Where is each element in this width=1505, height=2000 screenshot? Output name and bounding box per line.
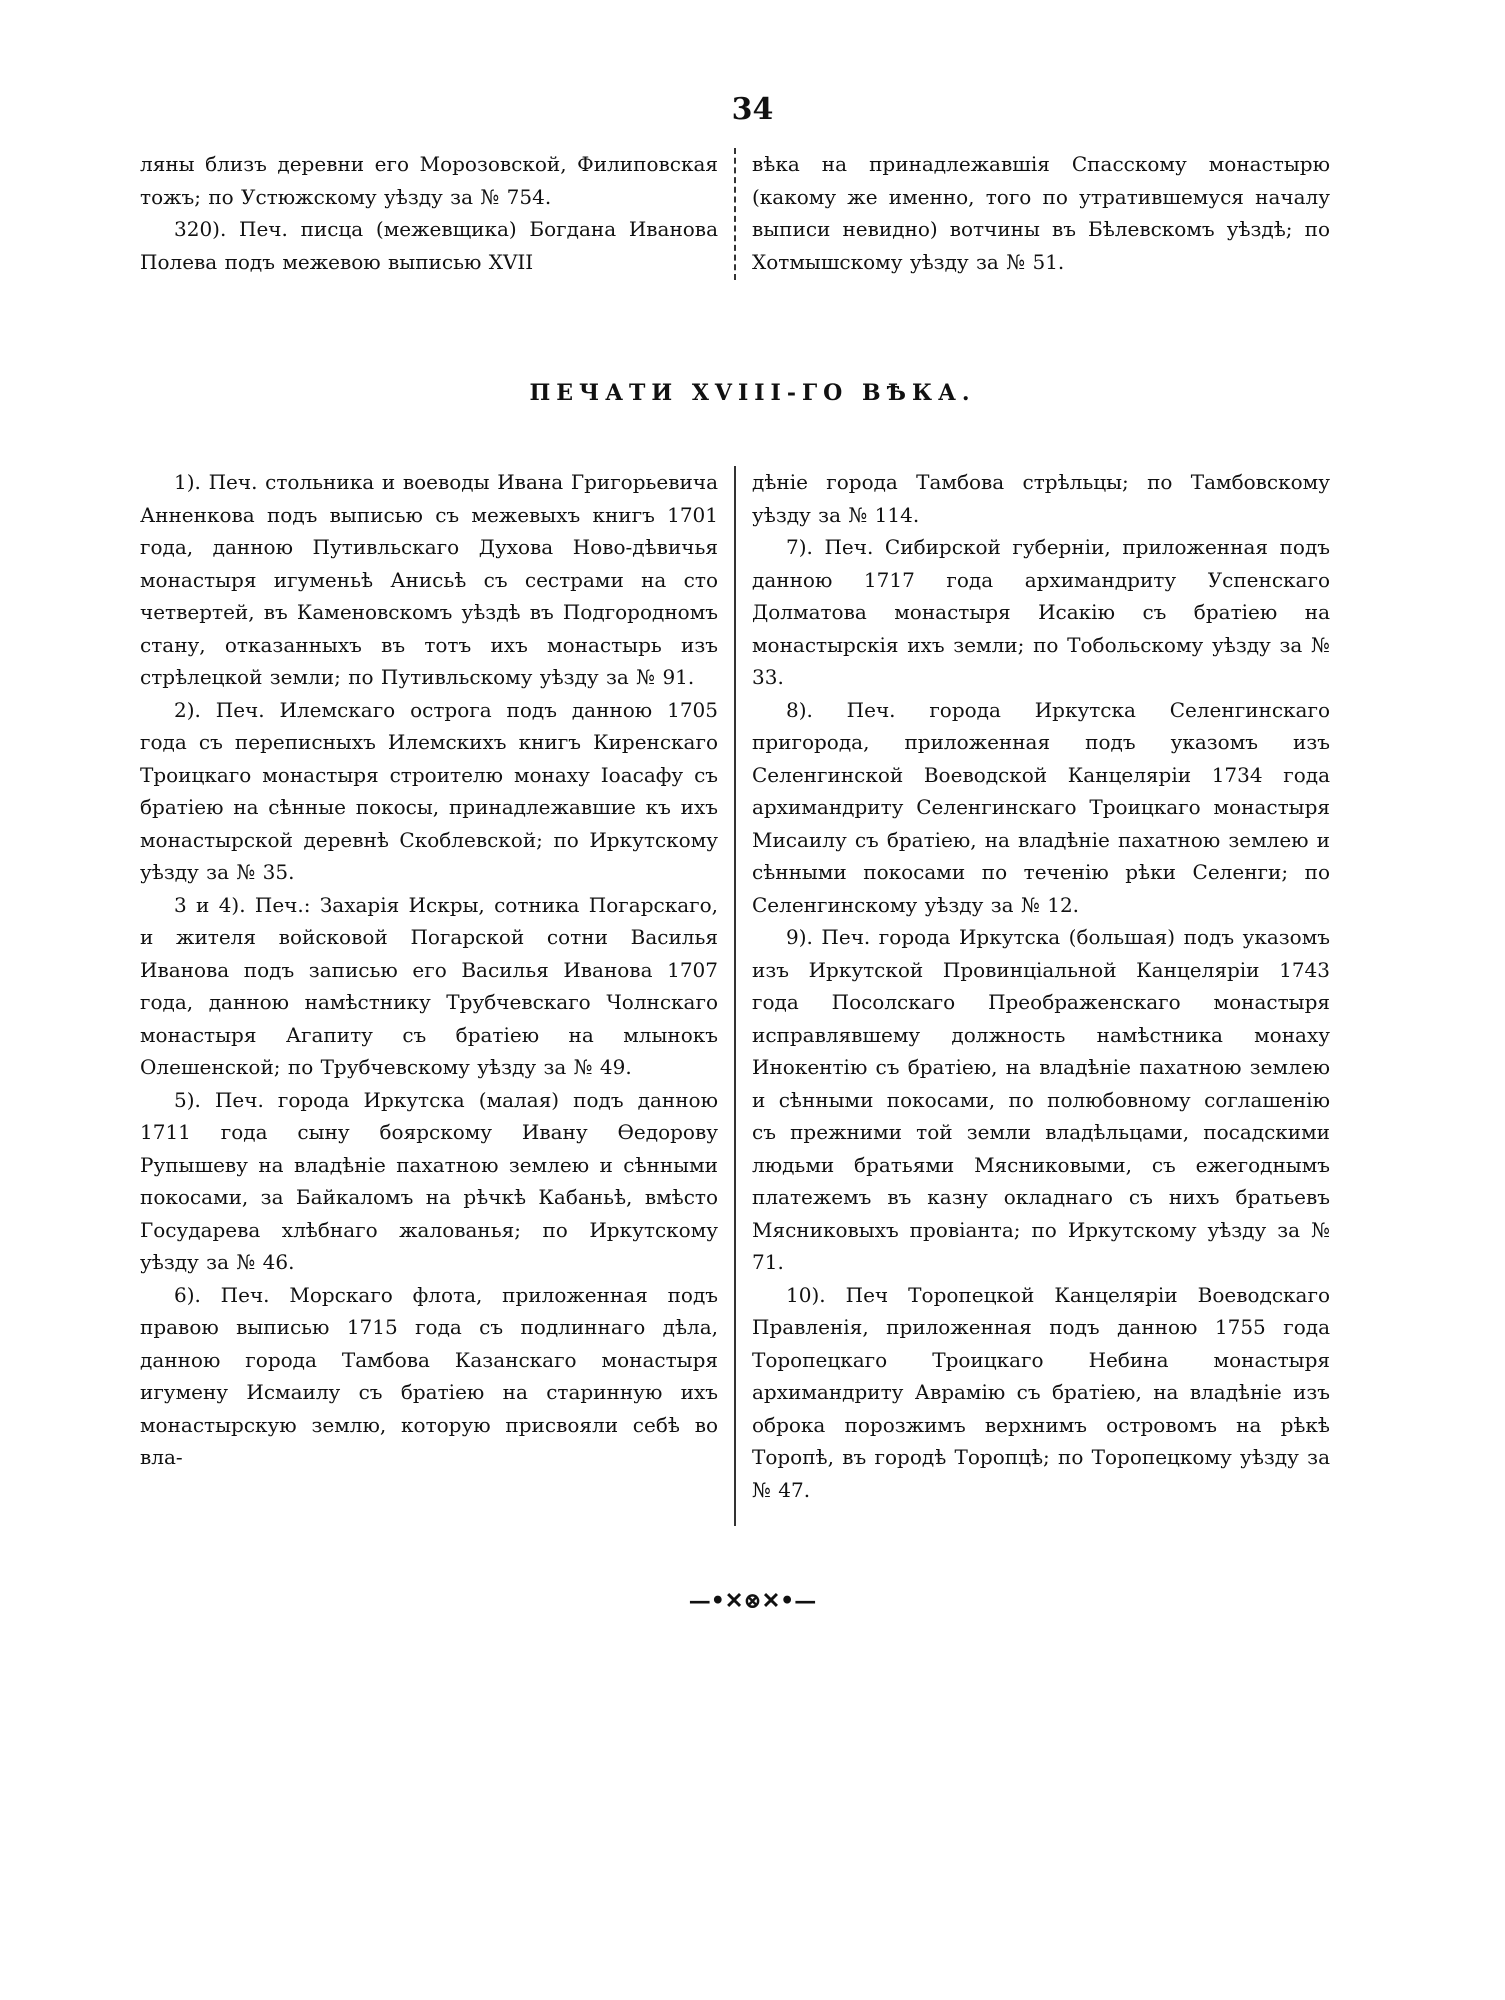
main-right-column xyxy=(752,466,1330,1506)
entry-paragraph: ляны близъ деревни его Морозовской, Филиповская тожъ; по Устюжскому уѣзду за № 754. xyxy=(140,152,718,209)
entry-paragraph: 1). Печ. стольника и воеводы Ивана Григорьевича Анненкова подъ выписью съ межевыхъ книгъ 1701 года, данною Путивльскаго Духова Ново-дѣвичья монастыря игуменьѣ Анисьѣ съ сестрами на сто четвертей, въ Каменовскомъ уѣздѣ въ Подгородномъ стану, отказанныхъ въ тотъ ихъ монастырь изъ стрѣлецкой земли; по Путивльскому уѣзду за № 91. xyxy=(140,470,718,689)
entry-paragraph: 8). Печ. города Иркутска Селенгинскаго пригорода, приложенная подъ указомъ изъ Селенгинской Воеводской Канцеляріи 1734 года архимандриту Селенгинскаго Троицкаго монастыря Мисаилу съ братіею, на владѣніе пахатною землею и сѣнными покосами по теченію рѣки Селенги; по Селенгинскому уѣзду за № 12. xyxy=(752,697,1330,917)
main-left-column xyxy=(140,466,718,1474)
entry-paragraph: 320). Печ. писца (межевщика) Богдана Иванова Полева подъ межевою выписью XVII xyxy=(140,217,718,274)
top-right-column xyxy=(752,148,1330,278)
entry-paragraph: 10). Печ Торопецкой Канцеляріи Воеводскаго Правленія, приложенная подъ данною 1755 года Торопецкаго Троицкаго Небина монастыря архимандриту Аврамію съ братіею, на владѣніе изъ оброка порозжимъ верхнимъ островомъ на рѣкѣ Торопѣ, въ городѣ Торопцѣ; по Торопецкому уѣзду за № 47. xyxy=(752,1282,1330,1502)
entry-paragraph: 6). Печ. Морскаго флота, приложенная подъ правою выписью 1715 года съ подлиннаго дѣла, данною города Тамбова Казанскаго монастыря игумену Исмаилу съ братіею на старинную ихъ монастырскую землю, которую присвояли себѣ во вла- xyxy=(140,1282,718,1469)
entry-paragraph: 9). Печ. города Иркутска (большая) подъ указомъ изъ Иркутской Провинціальной Канцеляріи 1743 года Посолскаго Преображенскаго монастыря исправлявшему должность намѣстника монаху Инокентію съ братіею, на владѣніе пахатною землею и сѣнными покосами, по полюбовному соглашенію съ прежними той земли владѣльцами, посадскими людьми братьями Мясниковыми, съ ежегоднымъ платежемъ въ казну окладнаго съ нихъ братьевъ Мясниковыхъ провіанта; по Иркутскому уѣзду за № 71. xyxy=(752,925,1330,1274)
column-divider xyxy=(734,466,736,1526)
entry-paragraph: 7). Печ. Сибирской губерніи, приложенная подъ данною 1717 года архимандриту Успенскаго Долматова монастыря Исакію съ братіею на монастырскія ихъ земли; по Тобольскому уѣзду за № 33. xyxy=(752,535,1330,689)
column-divider xyxy=(734,148,736,280)
page-number: 34 xyxy=(731,92,774,127)
entry-paragraph: 2). Печ. Илемскаго острога подъ данною 1705 года съ переписныхъ Илемскихъ книгъ Киренскаго Троицкаго монастыря строителю монаху Іоасафу съ братіею на сѣнные покосы, принадлежавшие къ ихъ монастырской деревнѣ Скоблевской; по Иркутскому уѣзду за № 35. xyxy=(140,697,718,884)
top-left-column xyxy=(140,148,718,278)
entry-paragraph: 3 и 4). Печ.: Захарія Искры, сотника Погарскаго, и жителя войсковой Погарской сотни Василья Иванова подъ записью его Василья Иванова 1707 года, данною намѣстнику Трубчевскаго Чолнскаго монастыря Агапиту съ братіею на млынокъ Олешенской; по Трубчевскому уѣзду за № 49. xyxy=(140,892,718,1079)
main-entries-block xyxy=(140,466,1330,1530)
entry-paragraph: 5). Печ. города Иркутска (малая) подъ данною 1711 года сыну боярскому Ивану Ѳедорову Рупышеву на владѣніе пахатною землею и сѣнными покосами, за Байкаломъ на рѣчкѣ Кабаньѣ, вмѣсто Государева хлѣбнаго жалованья; по Иркутскому уѣзду за № 46. xyxy=(140,1087,718,1274)
end-ornament: —•✕⊗✕•— xyxy=(688,1588,817,1614)
section-title: ПЕЧАТИ XVIII-ГО ВѢКА. xyxy=(529,380,976,406)
entry-paragraph: вѣка на принадлежавшія Спасскому монастырю (какому же именно, того по утратившемуся началу выписи невидно) вотчины въ Бѣлевскомъ уѣздѣ; по Хотмышскому уѣзду за № 51. xyxy=(752,152,1330,274)
top-continuation-block xyxy=(140,148,1330,286)
entry-paragraph: дѣніе города Тамбова стрѣльцы; по Тамбовскому уѣзду за № 114. xyxy=(752,470,1330,527)
